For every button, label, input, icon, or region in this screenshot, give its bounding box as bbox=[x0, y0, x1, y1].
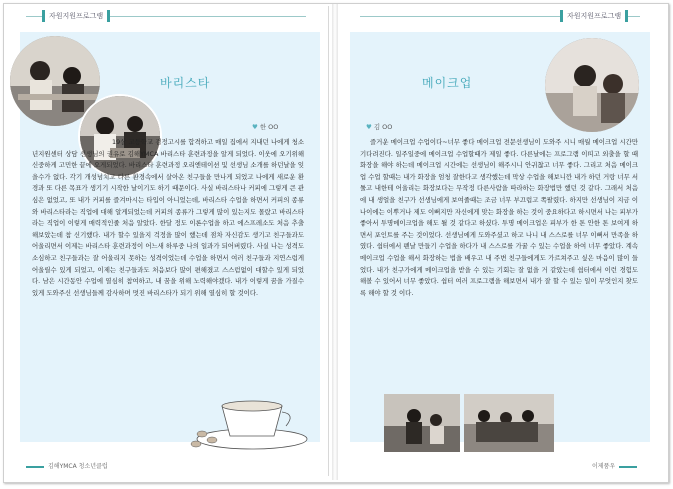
right-author-name: 김 OO bbox=[373, 123, 393, 131]
heart-icon: ♥ bbox=[366, 123, 372, 131]
left-title: 바리스타 bbox=[160, 76, 211, 90]
footer-bar bbox=[619, 466, 637, 468]
right-title: 메이크업 bbox=[422, 76, 473, 90]
left-body-text: 19살 고등학교 검정고시를 합격하고 매일 집에서 지내던 나에게 청소년지원센터 상담 선생님의 권유로 김해YMCA 바리스타 훈련과정을 알게 되었다. 이웃에 오기위해 신중하게 고민한 끝에 오게되었다. 바리스타 훈련과정 오리엔테이션 및 선생님 소개를 하던날을 잊을수가 없다. 각기 개성넘치고 다른 환경속에서 살아온 친구들을 만나게 되었고 나에게 새로운 환경과 또 다른 목표가 생기기 시작한 날이기도 하기 때문이다. 사실 바리스타나 커피에 그렇게 큰 관심은 없었고, 또 내가 커피를 즐겨마시는 타입이 아니었는데, 바리스타 수업을 하면서 커피의 종류와 바리스타라는 직업에 대해 알게되었는데 커피의 종류가 그렇게 많이 있는지도 몰랐고 바리스타라는 직업이 이렇게 매력적인줄 처음 알았다. 한달 정도 이론수업을 하고 에스프레소도 처음 추출해보았는데 참 신기했다. 내가 할수 있을지 걱정을 많이 했는데 점차 자신감도 생기고 친구들과도 어울리면서 이제는 바리스타 훈련과정이 어느새 하루중 나의 일과가 되어버렸다. 사실 나는 성격도 소심하고 친구들과는 잘 어울리지 못하는 성격이었는데 수업을 하면서 여러 친구들과 지연스럽게 어울릴수 있게 되었고, 이제는 친구들과도 처음보다 많이 편해졌고 스스럼없이 대할수 있게 되었다. 남은 시간동안 수업에 열심히 참여하고, 내 꿈을 위해 노력해야겠다. 내가 이렇게 꿈을 가질수 있게 도와주신 선생님들께 감사하며 멋진 바리스타가 되기 위해 열심히 할 것이다. bbox=[32, 138, 304, 297]
left-footer-text: 김해YMCA 청소년클럽 bbox=[48, 463, 108, 470]
right-footer bbox=[592, 461, 641, 470]
heart-icon: ♥ bbox=[252, 123, 258, 131]
right-body-text: 즐거운 메이크업 수업이다~너무 좋다 메이크업 전문선생님이 도와주 시니 매월 메이크업 시간만 기다려진다. 일주일중에 메이크업 수업할때가 제일 좋다. 다른날에는 프로그램 이띠고 외출을 할 때 화장을 해야 하는데 메이크업 시간에는 선생님이 해주시니 안귀찮고 너무 좋다. 그리고 처음 메이크업 수업 할때는 내가 화장을 엄청 잘한다고 생각했는데 막상 수업을 해보니깐 내가 하던 거랑 너무 서툴고 내한테 어울리는 화장보다는 무작정 다른사람을 따라하는 화장법만 했던 것 같다. 그래서 처음에 내 생얼을 친구가 선생님에게 보여줄때는 조금 너무 부끄럽고 쪽팔렸다. 하지만 선생님이 지금 이 나이에는 이뿌거나 제도 이뻐지만 자신에게 맞는 화장을 하는 것이 중요하다고 하시면서 나는 피부가 좋아서 투명메이크업을 해도 될 것 같다고 하셨다. 투명 메이크업은 피부가 한 톤 안한 톤 보여게 하면서 포인트를 주는 것이었다. 선생님에게 도와주셨고 하고 나니 내 스스로를 너무 이뻐서 만족을 하였다. 쉽터에서 펜날 만들기 수업을 하다가 내 스스로를 가꿀 수 있는 수업을 하여 너무 좋았다. 계속 메이크업 수업을 해서 화장하는 법을 배우고 내 주변 친구들에게도 가르쳐주고 싶은 마음이 많이 들었다. 내가 친구가에게 메이크업을 받을 수 있는 기회는 잘 없을 거 같았는데 쉽터에서 이런 경험도 해볼 수 있어서 너무 좋았다. 쉽터 여러 프로그램을 해보면서 내가 잘 할 수 있는 일이 무엇인지 찾도록 해야 할 것 이다. bbox=[360, 138, 638, 297]
header-tab-right: 자원지원프로그램 bbox=[560, 10, 628, 22]
header-tab-left: 자원지원프로그램 bbox=[42, 10, 110, 22]
page-fold bbox=[332, 4, 338, 480]
left-page bbox=[6, 6, 329, 476]
makeup-photo-2 bbox=[384, 394, 460, 452]
makeup-photo-3 bbox=[464, 394, 554, 452]
left-footer bbox=[22, 461, 108, 470]
right-author bbox=[366, 122, 392, 131]
right-footer-text: 이제품우 bbox=[592, 463, 616, 470]
coffee-cup-illustration bbox=[182, 384, 312, 454]
left-author bbox=[252, 122, 278, 131]
right-page bbox=[340, 6, 662, 476]
footer-bar bbox=[26, 466, 44, 468]
makeup-photo-1 bbox=[545, 38, 639, 132]
left-author-name: 한 OO bbox=[259, 123, 279, 131]
